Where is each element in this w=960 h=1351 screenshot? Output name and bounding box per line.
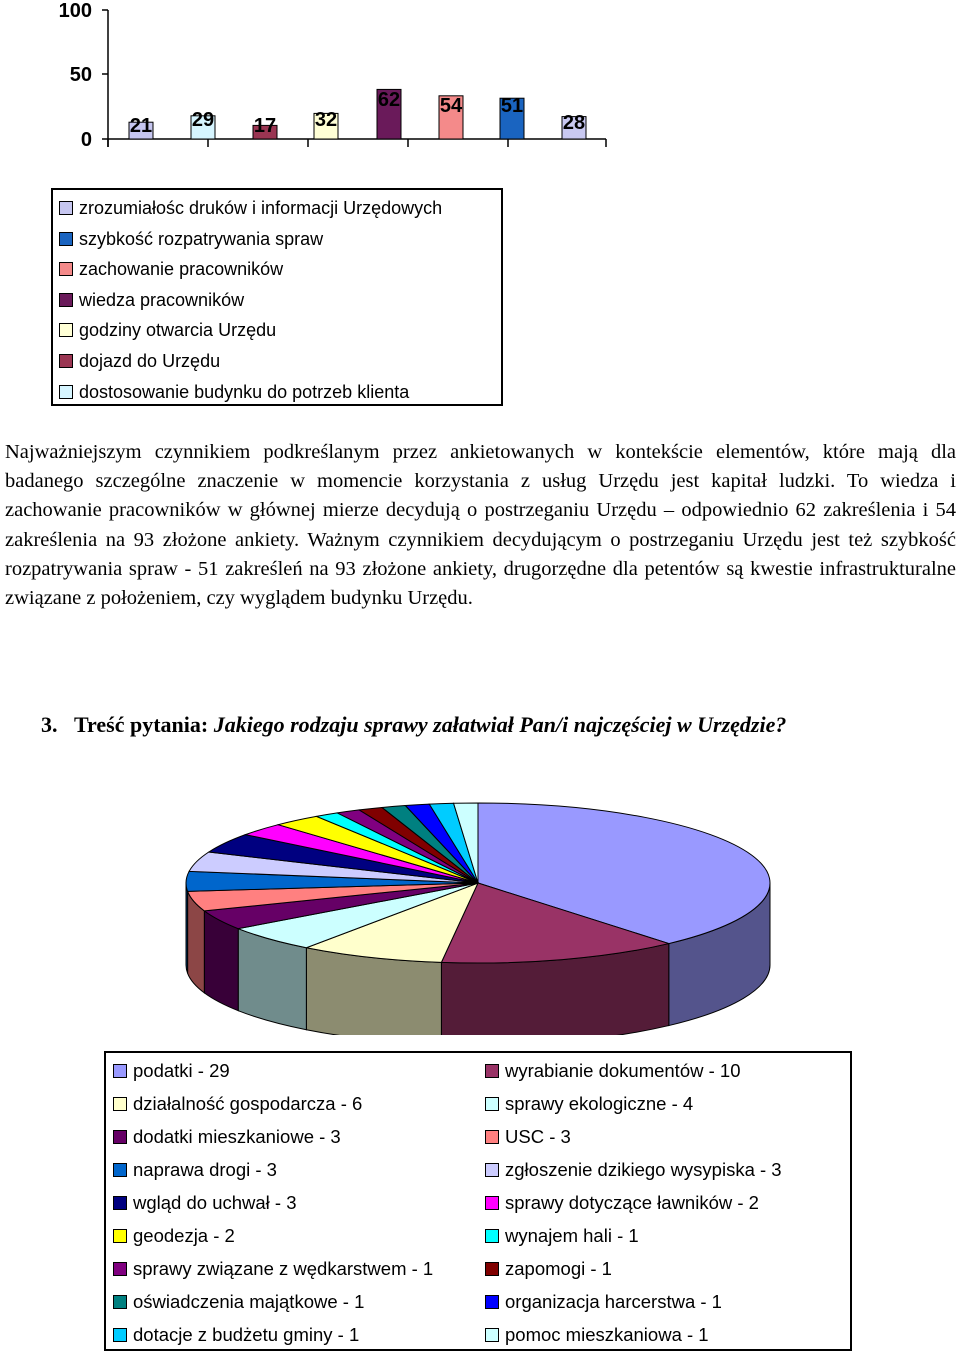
legend-swatch <box>113 1229 127 1243</box>
bar-data-label: 17 <box>253 115 277 137</box>
bar-data-label: 21 <box>129 115 153 137</box>
legend-label: dodatki mieszkaniowe - 3 <box>133 1126 341 1147</box>
bar-data-label: 62 <box>377 89 401 111</box>
legend-label: sprawy ekologiczne - 4 <box>505 1093 694 1114</box>
legend-swatch <box>485 1328 499 1342</box>
legend-swatch <box>113 1130 127 1144</box>
bar-chart <box>0 0 620 160</box>
legend-item <box>485 1224 639 1248</box>
pie-slice-side <box>186 883 188 973</box>
legend-item <box>485 1125 571 1149</box>
legend-swatch <box>485 1196 499 1210</box>
question-heading <box>41 712 786 738</box>
legend-label: wynajem hali - 1 <box>505 1225 639 1246</box>
legend-item <box>59 196 442 220</box>
legend-label: organizacja harcerstwa - 1 <box>505 1291 722 1312</box>
legend-label: wyrabianie dokumentów - 10 <box>505 1060 741 1081</box>
pie-chart <box>180 795 780 1035</box>
legend-item <box>113 1323 359 1347</box>
legend-swatch <box>113 1196 127 1210</box>
legend-label: dostosowanie budynku do potrzeb klienta <box>79 381 410 402</box>
legend-label: wgląd do uchwał - 3 <box>133 1192 297 1213</box>
question-number: 3. <box>41 712 58 737</box>
legend-swatch <box>485 1295 499 1309</box>
legend-item <box>59 227 323 251</box>
legend-item <box>113 1125 341 1149</box>
legend-label: godziny otwarcia Urzędu <box>79 319 277 340</box>
legend-label: oświadczenia majątkowe - 1 <box>133 1291 365 1312</box>
legend-swatch <box>113 1163 127 1177</box>
legend-label: wiedza pracowników <box>79 289 245 310</box>
y-tick-label: 50 <box>69 64 92 86</box>
legend-item <box>59 288 244 312</box>
legend-item <box>59 349 220 373</box>
body-paragraph: Najważniejszym czynnikiem podkreślanym przez ankietowanych w kontekście elementów, które mają dla badanego szczególne znaczenie w momencie korzystania z usług Urzędu jest kapitał ludzki. To wiedza i zachowanie pracowników w głównej mierze decydują o postrzeganiu Urzędu – odpowiednio 62 zakreślenia i 54 zakreślenia na 93 złożone ankiety. Ważnym czynnikiem decydującym o postrzeganiu Urzędu jest też szybkość rozpatrywania spraw - 51 zakreśleń na 93 złożone ankiety, drugorzędne dla petentów są kwestie infrastrukturalne związane z położeniem, czy wyglądem budynku Urzędu. <box>5 441 956 610</box>
bar-chart-legend <box>51 188 503 406</box>
legend-label: działalność gospodarcza - 6 <box>133 1093 363 1114</box>
legend-label: zgłoszenie dzikiego wysypiska - 3 <box>505 1159 782 1180</box>
legend-swatch <box>59 262 73 276</box>
legend-item <box>113 1224 235 1248</box>
legend-label: sprawy związane z wędkarstwem - 1 <box>133 1258 434 1279</box>
legend-swatch <box>485 1097 499 1111</box>
legend-label: geodezja - 2 <box>133 1225 235 1246</box>
legend-label: zachowanie pracowników <box>79 258 284 279</box>
legend-swatch <box>59 232 73 246</box>
legend-item <box>113 1158 277 1182</box>
legend-item <box>59 257 283 281</box>
legend-label: dotacje z budżetu gminy - 1 <box>133 1324 360 1345</box>
legend-label: pomoc mieszkaniowa - 1 <box>505 1324 709 1345</box>
legend-swatch <box>59 323 73 337</box>
legend-label: sprawy dotyczące ławników - 2 <box>505 1192 759 1213</box>
legend-swatch <box>113 1328 127 1342</box>
y-tick-label: 100 <box>58 0 92 22</box>
legend-item <box>59 380 409 404</box>
legend-item <box>485 1257 612 1281</box>
legend-item <box>59 318 276 342</box>
legend-swatch <box>113 1295 127 1309</box>
legend-swatch <box>485 1229 499 1243</box>
legend-swatch <box>59 354 73 368</box>
legend-label: dojazd do Urzędu <box>79 350 221 371</box>
question-text: Jakiego rodzaju sprawy załatwiał Pan/i najczęściej w Urzędzie? <box>213 712 787 737</box>
legend-label: szybkość rozpatrywania spraw <box>79 228 324 249</box>
legend-swatch <box>59 201 73 215</box>
legend-item <box>113 1290 364 1314</box>
legend-item <box>485 1191 759 1215</box>
legend-item <box>485 1059 741 1083</box>
legend-item <box>113 1059 230 1083</box>
pie-chart-legend <box>104 1051 852 1351</box>
legend-label: naprawa drogi - 3 <box>133 1159 277 1180</box>
legend-swatch <box>485 1064 499 1078</box>
bar-data-label: 29 <box>191 109 215 131</box>
legend-swatch <box>485 1262 499 1276</box>
legend-item <box>485 1290 722 1314</box>
bar-data-label: 54 <box>439 95 463 117</box>
legend-label: zapomogi - 1 <box>505 1258 612 1279</box>
bar-data-label: 28 <box>562 112 586 134</box>
legend-item <box>113 1257 433 1281</box>
legend-item <box>485 1092 693 1116</box>
legend-swatch <box>59 293 73 307</box>
legend-swatch <box>59 385 73 399</box>
legend-item <box>485 1323 709 1347</box>
legend-swatch <box>113 1097 127 1111</box>
legend-label: podatki - 29 <box>133 1060 230 1081</box>
question-prefix: Treść pytania: <box>74 712 209 737</box>
legend-item <box>113 1191 297 1215</box>
legend-swatch <box>485 1130 499 1144</box>
bar-data-label: 51 <box>500 95 524 117</box>
legend-label: zrozumiałośc druków i informacji Urzędowych <box>79 197 443 218</box>
y-tick-label: 0 <box>80 129 92 151</box>
legend-swatch <box>113 1262 127 1276</box>
bar-data-label: 32 <box>314 109 338 131</box>
legend-item <box>113 1092 362 1116</box>
legend-swatch <box>485 1163 499 1177</box>
legend-label: USC - 3 <box>505 1126 571 1147</box>
legend-swatch <box>113 1064 127 1078</box>
legend-item <box>485 1158 782 1182</box>
